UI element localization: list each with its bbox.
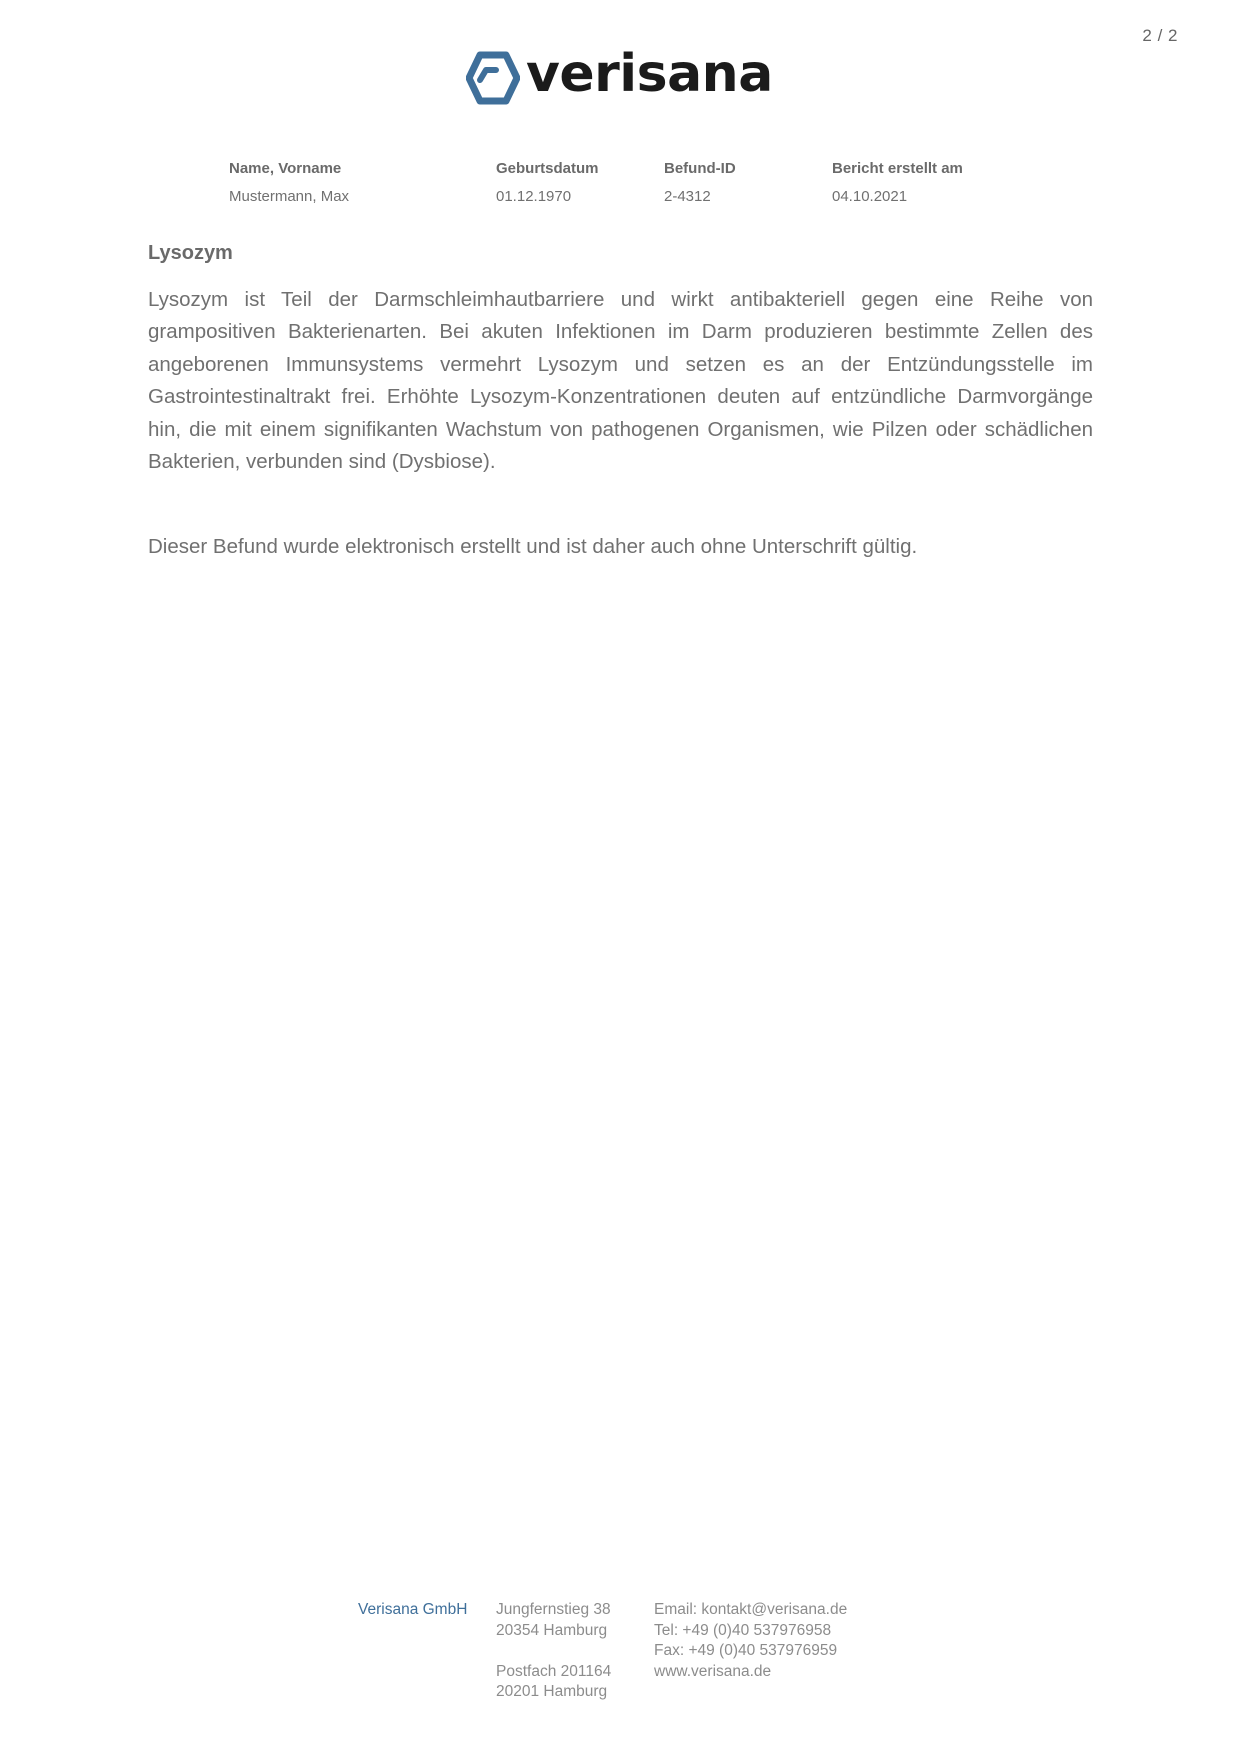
report-date-field [832,160,963,205]
verisana-logo [466,46,773,110]
birthdate-label: Geburtsdatum [496,160,599,177]
footer-fax: Fax: +49 (0)40 537976959 [654,1642,838,1659]
page-number: 2 / 2 [1142,26,1178,45]
report-date-label: Bericht erstellt am [832,160,963,177]
birthdate-value: 01.12.1970 [496,188,572,205]
patient-name-label: Name, Vorname [229,160,342,177]
hexagon-logo-icon [466,50,520,106]
patient-name-value: Mustermann, Max [229,188,350,205]
footer-email[interactable]: Email: kontakt@verisana.de [654,1601,848,1618]
footer-company-name: Verisana GmbH [358,1601,468,1618]
report-date-value: 04.10.2021 [832,188,908,205]
footer-contact [654,1600,847,1682]
patient-name-field [229,160,349,205]
birthdate-field [496,160,599,205]
section-body: Lysozym ist Teil der Darmschleimhautbarriere und wirkt antibakteriell gegen eine Reihe von grampositiven Bakterienarten. Bei akuten Infektionen im Darm produzieren bestimmte Zellen des angeborenen Immunsystems vermehrt Lysozym und setzen es an der Entzündungsstelle im Gastrointestinaltrakt frei. Erhöhte Lysozym-Konzentrationen deuten auf entzündliche Darmvorgänge hin, die mit einem signifikanten Wachstum von pathogenen Organismen, wie Pilzen oder schädlichen Bakterien, verbunden sind (Dysbiose). [148,288,1093,474]
report-id-label: Befund-ID [664,160,736,177]
footer-postbox: Postfach 201164 [496,1662,612,1680]
section-title: Lysozym [148,242,233,264]
footer-city: 20354 Hamburg [496,1621,608,1639]
footer-address [496,1600,611,1703]
brand-name: verisana [526,44,773,104]
report-id-value: 2-4312 [664,188,711,205]
patient-info-header [229,160,1009,220]
footer-phone: Tel: +49 (0)40 537976958 [654,1621,832,1639]
footer-postbox-city: 20201 Hamburg [496,1683,608,1700]
electronic-signature-note: Dieser Befund wurde elektronisch erstellt und ist daher auch ohne Unterschrift gültig. [148,535,918,558]
footer-website[interactable]: www.verisana.de [654,1662,772,1680]
footer-company [358,1600,467,1621]
report-id-field [664,160,736,205]
footer [358,1600,918,1710]
footer-street: Jungfernstieg 38 [496,1601,611,1618]
